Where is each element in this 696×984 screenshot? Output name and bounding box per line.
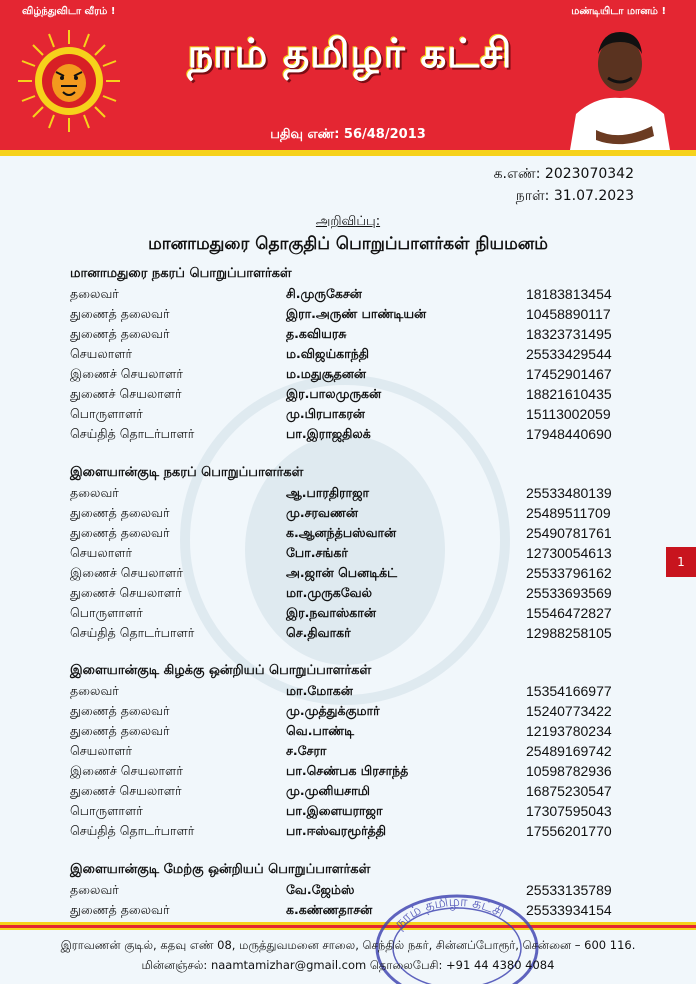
- footer-address: இராவணன் குடில், கதவு எண் 08, மருத்துவமனை சாலை, செந்தில் நகர், சின்னப்போரூர், சென்னை – 600 116.: [60, 938, 636, 952]
- member-name: வெ.பாண்டி: [286, 723, 355, 738]
- member-name: அ.ஜான் பெனடிக்ட்: [286, 565, 398, 580]
- member-name: மு.பிரபாகரன்: [286, 406, 365, 421]
- position-title: செயலாளர்: [70, 743, 133, 758]
- section-heading: இளையான்குடி மேற்கு ஒன்றியப் பொறுப்பாளர்கள்: [70, 862, 371, 877]
- appointment-row: [70, 505, 630, 525]
- membership-number: 17556201770: [526, 823, 612, 839]
- appointment-row: [70, 723, 630, 743]
- section-heading: மானாமதுரை நகரப் பொறுப்பாளர்கள்: [70, 266, 292, 281]
- membership-number: 15240773422: [526, 703, 612, 719]
- appointment-row: [70, 803, 630, 823]
- position-title: துணைத் தலைவர்: [70, 505, 170, 520]
- appointment-row: [70, 326, 630, 346]
- member-name: பா.இளையராஜா: [286, 803, 383, 818]
- member-name: ம.விஜய்காந்தி: [286, 346, 369, 361]
- ref-value: 2023070342: [544, 166, 634, 182]
- position-title: துணைத் தலைவர்: [70, 902, 170, 917]
- member-name: ச.சேரா: [286, 743, 327, 758]
- position-title: துணைச் செயலாளர்: [70, 386, 182, 401]
- appointment-row: [70, 763, 630, 783]
- membership-number: 17452901467: [526, 366, 612, 382]
- membership-number: 25533796162: [526, 565, 612, 581]
- member-name: இர.பாலமுருகன்: [286, 386, 382, 401]
- position-title: செயலாளர்: [70, 346, 133, 361]
- tiger-emblem-icon: [16, 28, 122, 134]
- appointment-row: [70, 823, 630, 843]
- membership-number: 16875230547: [526, 783, 612, 799]
- membership-number: 17948440690: [526, 426, 612, 442]
- member-name: இர.நவாஸ்கான்: [286, 605, 376, 620]
- appointment-row: [70, 882, 630, 902]
- member-name: மு.முத்துக்குமார்: [286, 703, 380, 718]
- registration-number: பதிவு எண்: 56/48/2013: [270, 127, 426, 142]
- appointment-row: [70, 743, 630, 763]
- page-number-tab[interactable]: 1: [666, 547, 696, 577]
- membership-number: 15546472827: [526, 605, 612, 621]
- position-title: துணைத் தலைவர்: [70, 723, 170, 738]
- membership-number: 17307595043: [526, 803, 612, 819]
- position-title: தலைவர்: [70, 882, 119, 897]
- member-name: ம.மதுசூதனன்: [286, 366, 367, 381]
- appointment-row: [70, 902, 630, 922]
- ref-label: க.எண்:: [493, 166, 541, 182]
- membership-number: 25533934154: [526, 902, 612, 918]
- member-name: த.கவியரசு: [286, 326, 347, 341]
- appointment-row: [70, 386, 630, 406]
- position-title: பொருளாளர்: [70, 605, 143, 620]
- membership-number: 12193780234: [526, 723, 612, 739]
- membership-number: 18323731495: [526, 326, 612, 342]
- appointment-row: [70, 703, 630, 723]
- appointment-row: [70, 286, 630, 306]
- position-title: துணைச் செயலாளர்: [70, 585, 182, 600]
- member-name: இரா.அருண் பாண்டியன்: [286, 306, 427, 321]
- member-name: க.ஆனந்த்பஸ்வான்: [286, 525, 397, 540]
- appointment-row: [70, 585, 630, 605]
- member-name: ஆ.பாரதிராஜா: [286, 485, 370, 500]
- position-title: இணைச் செயலாளர்: [70, 763, 183, 778]
- membership-number: 18183813454: [526, 286, 612, 302]
- footer-contact: மின்னஞ்சல்: naamtamizhar@gmail.com தொலைபேசி: +91 44 4380 4084: [141, 958, 555, 972]
- section-heading: இளையான்குடி நகரப் பொறுப்பாளர்கள்: [70, 465, 304, 480]
- appointment-row: [70, 565, 630, 585]
- position-title: துணைத் தலைவர்: [70, 703, 170, 718]
- membership-number: 18821610435: [526, 386, 612, 402]
- member-name: க.கண்ணதாசன்: [286, 902, 373, 917]
- appointment-row: [70, 406, 630, 426]
- position-title: தலைவர்: [70, 683, 119, 698]
- position-title: செய்தித் தொடர்பாளர்: [70, 625, 195, 640]
- appointment-row: [70, 545, 630, 565]
- position-title: தலைவர்: [70, 286, 119, 301]
- letter-date: [516, 188, 634, 206]
- member-name: பா.இராஜதிலக்: [286, 426, 371, 441]
- membership-number: 25489169742: [526, 743, 612, 759]
- section-heading: இளையான்குடி கிழக்கு ஒன்றியப் பொறுப்பாளர்கள்: [70, 663, 372, 678]
- position-title: பொருளாளர்: [70, 803, 143, 818]
- position-title: பொருளாளர்: [70, 406, 143, 421]
- membership-number: 25490781761: [526, 525, 612, 541]
- appointment-row: [70, 485, 630, 505]
- member-name: போ.சங்கர்: [286, 545, 348, 560]
- position-title: தலைவர்: [70, 485, 119, 500]
- position-title: செய்தித் தொடர்பாளர்: [70, 823, 195, 838]
- notice-label: அறிவிப்பு:: [315, 214, 381, 229]
- slogan-right: மண்டியிடா மானம் !: [571, 6, 666, 17]
- member-name: சி.முருகேசன்: [286, 286, 362, 301]
- membership-number: 12730054613: [526, 545, 612, 561]
- membership-number: 10598782936: [526, 763, 612, 779]
- membership-number: 15113002059: [526, 406, 611, 422]
- membership-number: 25533693569: [526, 585, 612, 601]
- appointment-row: [70, 783, 630, 803]
- svg-text:நாம் தமிழர் கட்சி: நாம் தமிழர் கட்சி: [391, 893, 507, 932]
- member-name: மு.சரவணன்: [286, 505, 358, 520]
- appointment-row: [70, 683, 630, 703]
- member-name: மா.முருகவேல்: [286, 585, 373, 600]
- position-title: செயலாளர்: [70, 545, 133, 560]
- position-title: துணைத் தலைவர்: [70, 326, 170, 341]
- membership-number: 12988258105: [526, 625, 612, 641]
- position-title: துணைத் தலைவர்: [70, 306, 170, 321]
- slogan-left: விழ்ந்துவிடா வீரம் !: [22, 6, 116, 17]
- member-name: செ.திவாகர்: [286, 625, 351, 640]
- appointment-row: [70, 366, 630, 386]
- position-title: துணைத் தலைவர்: [70, 525, 170, 540]
- document-title: மானாமதுரை தொகுதிப் பொறுப்பாளர்கள் நியமனம்: [148, 234, 548, 254]
- position-title: இணைச் செயலாளர்: [70, 366, 183, 381]
- position-title: துணைச் செயலாளர்: [70, 783, 182, 798]
- member-name: மு.முனியசாமி: [286, 783, 370, 798]
- appointment-row: [70, 306, 630, 326]
- reference-number: [494, 166, 634, 184]
- member-name: வே.ஜேம்ஸ்: [286, 882, 355, 897]
- member-name: மா.மோகன்: [286, 683, 353, 698]
- position-title: செய்தித் தொடர்பாளர்: [70, 426, 195, 441]
- appointment-row: [70, 625, 630, 645]
- date-label: நாள்:: [515, 188, 550, 204]
- appointment-row: [70, 346, 630, 366]
- appointment-row: [70, 605, 630, 625]
- footer-rule-yellow-2: [0, 928, 696, 930]
- membership-number: 25533429544: [526, 346, 612, 362]
- appointment-row: [70, 426, 630, 446]
- letterhead-banner: [0, 0, 696, 156]
- member-name: பா.செண்பக பிரசாந்த்: [286, 763, 409, 778]
- member-name: பா.ஈஸ்வரமூர்த்தி: [286, 823, 386, 838]
- date-value: 31.07.2023: [553, 188, 634, 204]
- header-divider: [0, 150, 696, 156]
- membership-number: 25533480139: [526, 485, 612, 501]
- party-name: நாம் தமிழர் கட்சி: [187, 30, 513, 77]
- membership-number: 15354166977: [526, 683, 612, 699]
- membership-number: 10458890117: [526, 306, 611, 322]
- membership-number: 25489511709: [526, 505, 611, 521]
- position-title: இணைச் செயலாளர்: [70, 565, 183, 580]
- appointment-row: [70, 525, 630, 545]
- membership-number: 25533135789: [526, 882, 612, 898]
